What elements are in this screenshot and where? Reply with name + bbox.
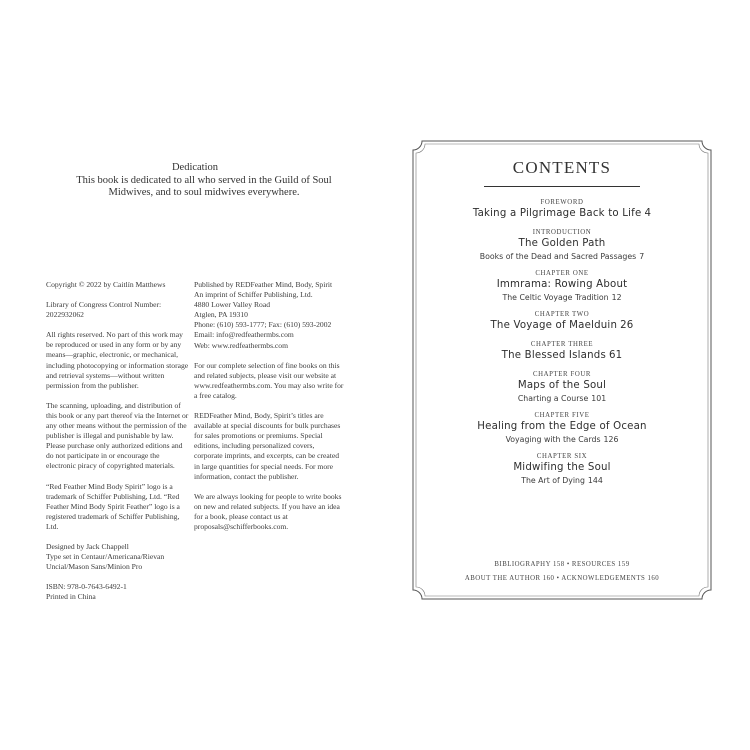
toc-page-number: 26 — [620, 320, 634, 331]
copyright-notice: Copyright © 2022 by Caitlín Matthews — [46, 280, 166, 289]
trademark-notice: “Red Feather Mind Body Spirit” logo is a trademark of Schiffer Publishing, Ltd. “Red Feather Mind Body Spirit Feather” logo is a registered trademark of Schiffer Publishing, Ltd. — [46, 481, 180, 531]
toc-title: Immrama: Rowing About — [496, 279, 628, 290]
toc-label: INTRODUCTION — [532, 229, 592, 236]
toc-label: CHAPTER FIVE — [534, 412, 590, 419]
copyright-column-left — [46, 280, 191, 612]
toc-page-number: 12 — [611, 293, 622, 302]
toc-title: Taking a Pilgrimage Back to Life 4 — [472, 208, 652, 219]
publisher-info: Published by REDFeather Mind, Body, Spirit An imprint of Schiffer Publishing, Ltd. 4880 Lower Valley Road Atglen, PA 19310 Phone: (610) 593-1777; Fax: (610) 593-2002 Email: info@redfeathermbs.com Web: www.redfeathermbs.com — [194, 280, 333, 350]
toc-page-number: 144 — [587, 476, 603, 485]
toc-entry-chapter-four[interactable] — [412, 370, 712, 404]
toc-label: FOREWORD — [540, 199, 584, 206]
toc-page-number: 4 — [644, 208, 652, 219]
copyright-column-right — [194, 280, 344, 542]
left-page — [14, 140, 376, 740]
toc-entry-chapter-three[interactable] — [412, 340, 712, 363]
back-matter-listing — [412, 558, 712, 586]
toc-title: Midwifing the Soul — [513, 462, 611, 473]
toc-label: CHAPTER FOUR — [533, 371, 591, 378]
toc-subtitle: Voyaging with the Cards 126 — [505, 435, 619, 444]
isbn: ISBN: 978-0-7643-6492-1 Printed in China — [46, 582, 127, 602]
dedication-text: This book is dedicated to all who served in the Guild of Soul Midwives, and to soul midwives everywhere. — [76, 175, 332, 198]
toc-entry-introduction[interactable] — [412, 228, 712, 262]
toc-label: CHAPTER THREE — [530, 341, 594, 348]
toc-entry-chapter-two[interactable] — [412, 310, 712, 333]
back-matter-line-2[interactable]: ABOUT THE AUTHOR 160 • ACKNOWLEDGEMENTS 160 — [464, 575, 660, 582]
proposals-notice: We are always looking for people to write books on new and related subjects. If you have an idea for a book, please contact us at proposals@schifferbooks.com. — [194, 491, 342, 531]
table-of-contents — [412, 198, 712, 493]
toc-subtitle: Books of the Dead and Sacred Passages 7 — [479, 252, 645, 261]
toc-entry-chapter-six[interactable] — [412, 452, 712, 486]
toc-label: CHAPTER ONE — [535, 270, 589, 277]
toc-page-number: 7 — [639, 252, 645, 261]
toc-page-number: 101 — [591, 394, 607, 403]
control-number: Library of Congress Control Number: 2022932062 — [46, 300, 162, 320]
toc-entry-chapter-one[interactable] — [412, 269, 712, 303]
toc-label: CHAPTER SIX — [536, 453, 588, 460]
toc-page-number: 126 — [603, 435, 619, 444]
toc-subtitle: The Celtic Voyage Tradition 12 — [502, 293, 622, 302]
toc-title: The Blessed Islands 61 — [501, 350, 623, 361]
toc-page-number: 61 — [608, 350, 623, 361]
catalog-notice: For our complete selection of fine books on this and related subjects, please visit our website at www.redfeathermbs.com. You may also write for a free catalog. — [194, 360, 344, 400]
contents-title: CONTENTS — [512, 158, 612, 177]
title-rule — [484, 186, 640, 187]
toc-entry-chapter-five[interactable] — [412, 411, 712, 445]
toc-subtitle: Charting a Course 101 — [517, 394, 607, 403]
toc-subtitle: The Art of Dying 144 — [521, 476, 603, 485]
toc-title: The Voyage of Maelduin 26 — [490, 320, 634, 331]
dedication — [14, 162, 376, 198]
dedication-title: Dedication — [171, 162, 219, 173]
piracy-notice: The scanning, uploading, and distribution of this book or any part thereof via the Internet or any other means without the permission of the publisher is illegal and punishable by law. Please purchase only authorized editions and do not participate in or encourage the electronic piracy of copyrighted materials. — [46, 400, 189, 471]
toc-label: CHAPTER TWO — [534, 311, 590, 318]
contents-page — [412, 140, 712, 600]
toc-title: The Golden Path — [518, 238, 606, 249]
design-credits: Designed by Jack Chappell Type set in Centaur/Americana/Rievan Uncial/Mason Sans/Minion Pro — [46, 541, 165, 572]
toc-entry-foreword[interactable] — [412, 198, 712, 221]
back-matter-line-1[interactable]: BIBLIOGRAPHY 158 • RESOURCES 159 — [494, 561, 630, 568]
toc-title: Maps of the Soul — [517, 380, 607, 391]
rights-reserved: All rights reserved. No part of this work may be reproduced or used in any form or by any means—graphic, electronic, or mechanical, including photocopying or information storage and retrieval systems—without written permission from the publisher. — [46, 330, 189, 390]
bulk-sales-notice: REDFeather Mind, Body, Spirit’s titles are available at special discounts for bulk purchases for sales promotions or premiums. Special editions, including personalized covers, corporate imprints, and excerpts, can be created in large quantities for special needs. For more information, contact the publisher. — [194, 411, 341, 481]
toc-title: Healing from the Edge of Ocean — [477, 421, 647, 432]
